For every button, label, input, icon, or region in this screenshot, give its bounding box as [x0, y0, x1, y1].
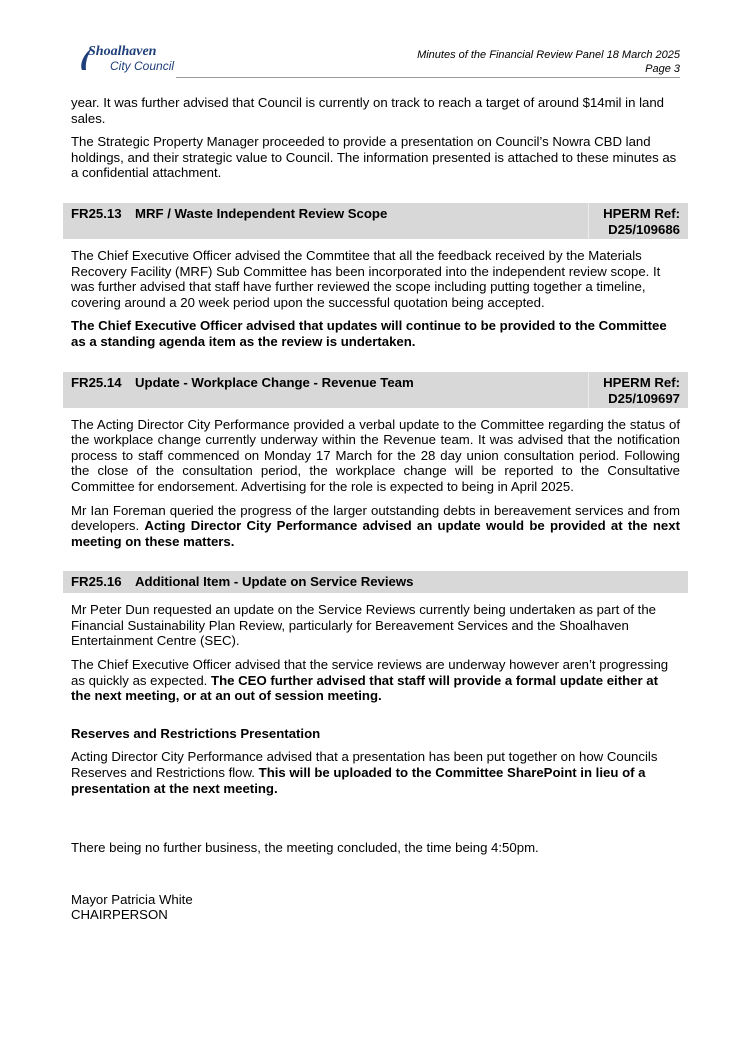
item-header-fr25-16: [63, 571, 688, 593]
document-title: Minutes of the Financial Review Panel 18 March 2025: [417, 49, 680, 61]
intro-paragraph-1: year. It was further advised that Council is currently on track to reach a target of around $14mil in land sales.: [71, 95, 665, 126]
chairperson-name: Mayor Patricia White: [71, 891, 193, 907]
hperm-ref: [603, 206, 680, 238]
item2-paragraph-2-bold: Acting Director City Performance advised an update would be provided at the next meeting on these matters.: [71, 518, 680, 549]
council-logo-mark: [76, 40, 196, 76]
item-header-fr25-13: [63, 203, 688, 239]
hperm-ref-value: D25/109697: [608, 390, 680, 406]
hperm-ref-value: D25/109686: [608, 221, 680, 237]
page-content: [71, 95, 680, 923]
reserves-paragraph-bold: This will be uploaded to the Committee SharePoint in lieu of a presentation at the next meeting.: [71, 765, 646, 796]
logo-text-line2: City Council: [110, 59, 175, 73]
item1-paragraph-2: The Chief Executive Officer advised that updates will continue to be provided to the Committee as a standing agenda item as the review is undertaken.: [71, 318, 667, 349]
item-title: Update - Workplace Change - Revenue Team: [135, 374, 414, 390]
item2-paragraph-2: [71, 503, 680, 550]
item-number: FR25.14: [71, 374, 122, 390]
header-divider: [176, 77, 680, 78]
logo-text-line1: Shoalhaven: [88, 44, 157, 59]
hperm-ref-label: HPERM Ref:: [603, 205, 680, 221]
council-logo: [76, 40, 196, 76]
item3-paragraph-2-plain: The Chief Executive Officer advised that the service reviews are underway however aren’t progressing as quickly as expected.: [71, 657, 669, 688]
item-title: Additional Item - Update on Service Reviews: [135, 574, 414, 590]
signature-block: [71, 892, 680, 923]
item3-paragraph-2: [71, 657, 680, 704]
item3-paragraph-2-bold: The CEO further advised that staff will provide a formal update either at the next meeting, or at an out of session meeting.: [71, 672, 659, 704]
reserves-heading: Reserves and Restrictions Presentation: [71, 725, 321, 741]
closing-statement: There being no further business, the meeting concluded, the time being 4:50pm.: [71, 840, 539, 856]
item1-paragraph-1: The Chief Executive Officer advised the Commtitee that all the feedback received by the Materials Recovery Facility (MRF) Sub Committee has been incorporated into the independent review scope. It was further advised that staff have further reviewed the scope including putting together a timeline, covering around a 20 week period upon the successful quotation being accepted.: [71, 247, 661, 310]
item2-paragraph-2-plain: Mr Ian Foreman queried the progress of the larger outstanding debts in bereavement services and from developers.: [71, 502, 680, 534]
item-number: FR25.13: [71, 205, 122, 221]
page-header: [72, 40, 680, 78]
item-header-fr25-14: [63, 372, 688, 408]
reserves-paragraph: [71, 749, 680, 796]
item-title: MRF / Waste Independent Review Scope: [135, 205, 388, 221]
header-info: [417, 48, 680, 76]
hperm-ref: [603, 375, 680, 407]
intro-paragraph-2: The Strategic Property Manager proceeded to provide a presentation on Council’s Nowra CBD land holdings, and their strategic value to Council. The information presented is attached to these minutes as a confidential attachment.: [71, 134, 677, 181]
reserves-paragraph-plain: Acting Director City Performance advised that a presentation has been put together on how Councils Reserves and Restrictions flow.: [71, 749, 658, 781]
item-number: FR25.16: [71, 574, 122, 590]
item2-paragraph-1: The Acting Director City Performance provided a verbal update to the Committee regarding the status of the workplace change currently underway within the Revenue team. It was advised that the notification process to staff commenced on Monday 17 March for the 28 day union consultation period. Following the close of the consultation period, the workplace change will be reported to the Consultative Committee for endorsement. Advertising for the role is expected to being in April 2025.: [71, 416, 680, 494]
hperm-ref-label: HPERM Ref:: [603, 374, 680, 390]
item3-paragraph-1: Mr Peter Dun requested an update on the Service Reviews currently being undertaken as part of the Financial Sustainability Plan Review, particularly for Bereavement Services and the Shoalhaven Entertainment Centre (SEC).: [71, 602, 656, 649]
chairperson-title: CHAIRPERSON: [71, 907, 168, 923]
page-number: Page 3: [645, 63, 680, 75]
